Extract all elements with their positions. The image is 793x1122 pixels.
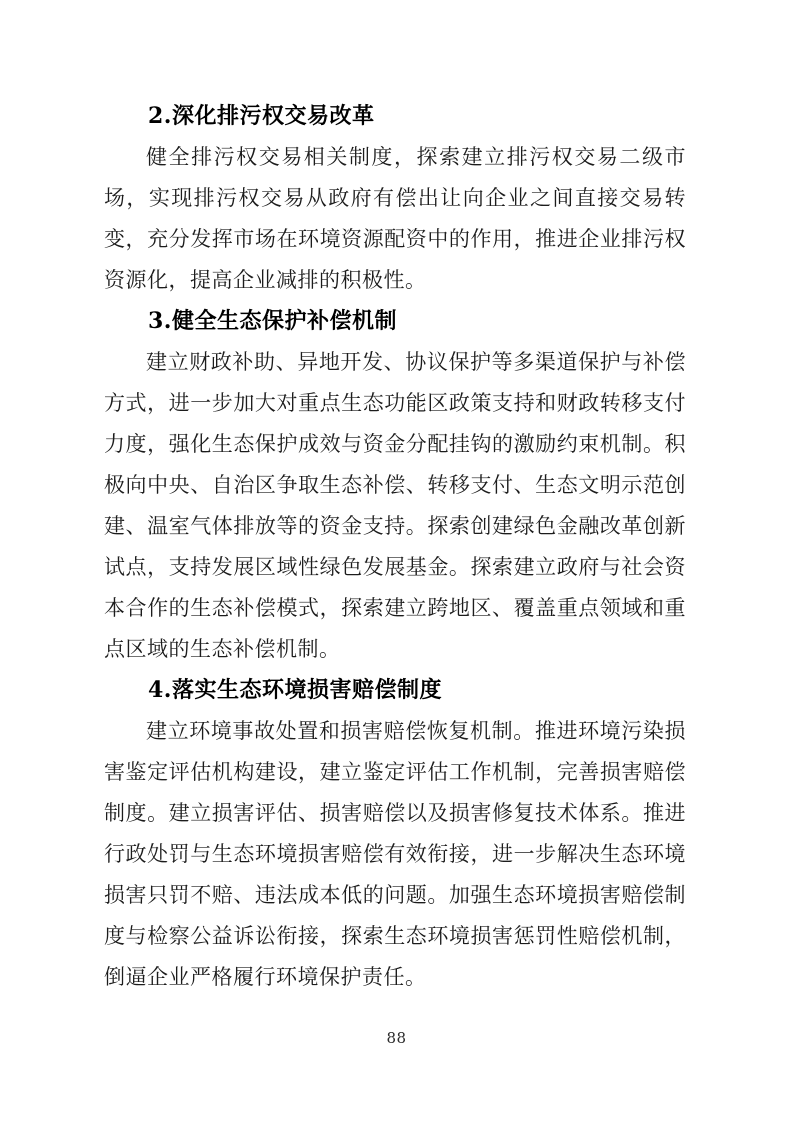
document-section-3 <box>104 301 686 670</box>
document-section-2 <box>104 96 686 301</box>
section-paragraph: 建立财政补助、异地开发、协议保护等多渠道保护与补偿方式，进一步加大对重点生态功能区政策支持和财政转移支付力度，强化生态保护成效与资金分配挂钩的激励约束机制。积极向中央、自治区争取生态补偿、转移支付、生态文明示范创建、温室气体排放等的资金支持。探索创建绿色金融改革创新试点，支持发展区域性绿色发展基金。探索建立政府与社会资本合作的生态补偿模式，探索建立跨地区、覆盖重点领域和重点区域的生态补偿机制。 <box>104 350 686 661</box>
document-section-4 <box>104 670 686 998</box>
section-heading: 4.落实生态环境损害赔偿制度 <box>148 677 442 703</box>
section-paragraph: 健全排污权交易相关制度，探索建立排污权交易二级市场，实现排污权交易从政府有偿出让向企业之间直接交易转变，充分发挥市场在环境资源配资中的作用，推进企业排污权资源化，提高企业减排的积极性。 <box>104 145 686 292</box>
page-number: 88 <box>386 1029 407 1047</box>
section-heading: 3.健全生态保护补偿机制 <box>148 308 397 334</box>
section-paragraph: 建立环境事故处置和损害赔偿恢复机制。推进环境污染损害鉴定评估机构建设，建立鉴定评估工作机制，完善损害赔偿制度。建立损害评估、损害赔偿以及损害修复技术体系。推进行政处罚与生态环境损害赔偿有效衔接，进一步解决生态环境损害只罚不赔、违法成本低的问题。加强生态环境损害赔偿制度与检察公益诉讼衔接，探索生态环境损害惩罚性赔偿机制，倒逼企业严格履行环境保护责任。 <box>104 719 686 989</box>
section-heading: 2.深化排污权交易改革 <box>148 103 375 129</box>
page-footer <box>0 1028 793 1047</box>
